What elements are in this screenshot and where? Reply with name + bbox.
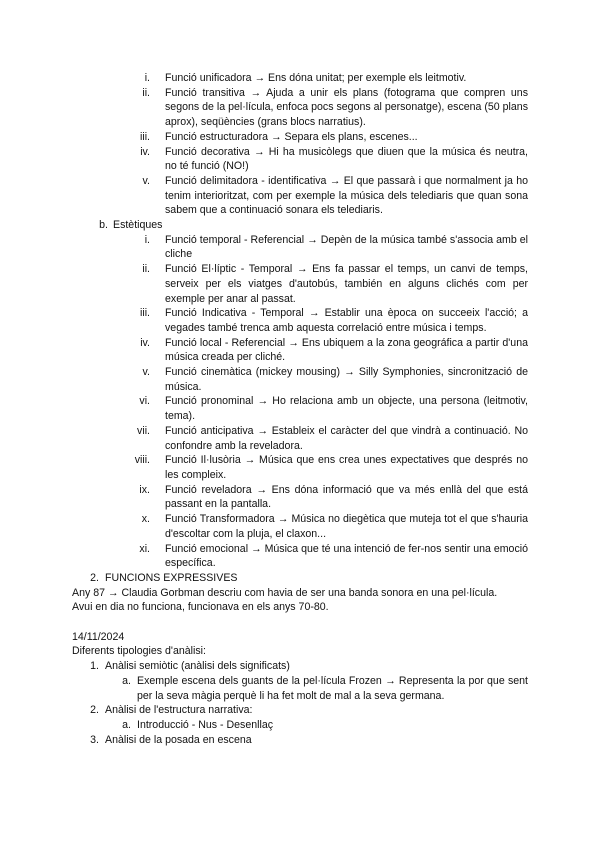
list-item <box>72 174 528 218</box>
list-item <box>72 233 528 262</box>
analysis-list <box>72 659 528 747</box>
section-b-list <box>72 233 528 571</box>
list-item-text: Funció Il·lusòria → Música que ens crea unes expectatives que després no les compleix. <box>165 454 528 481</box>
list-marker: ix. <box>139 483 150 496</box>
list-marker: iii. <box>139 307 150 320</box>
list-item <box>72 306 528 335</box>
list-item <box>72 542 528 571</box>
list-item <box>72 130 528 145</box>
list-marker: ii. <box>142 86 150 99</box>
section-2-label: FUNCIONS EXPRESSIVES <box>105 571 238 584</box>
list-marker: a. <box>122 718 131 731</box>
section-b-label: Estètiques <box>113 219 163 232</box>
list-item <box>72 86 528 130</box>
list-item <box>72 453 528 482</box>
analysis-subitem <box>72 718 528 733</box>
document-page <box>72 71 528 747</box>
list-item <box>72 512 528 541</box>
list-item-text: Funció Transformadora → Música no diegètica que muteja tot el que s'hauria d'escoltar com la pluja, el claxon... <box>165 513 528 540</box>
analysis-item <box>72 659 528 674</box>
list-item-text: Funció emocional → Música que té una intenció de fer-nos sentir una emoció específica. <box>165 542 528 570</box>
list-marker: 1. <box>90 660 99 673</box>
list-marker: ii. <box>142 263 150 276</box>
list-marker: iii. <box>139 130 150 143</box>
list-marker: vii. <box>137 424 150 437</box>
list-marker: vi. <box>139 395 150 408</box>
analysis-subitem <box>72 674 528 703</box>
list-item <box>72 394 528 423</box>
list-item-text: Funció decorativa → Hi ha musicòlegs que diuen que la música és neutra, no té funció (NO!) <box>165 145 528 173</box>
list-item-text: Funció transitiva → Ajuda a unir els plans (fotograma que compren uns segons de la pel·lícula, enfoca pocs segons al personatge), escena (50 plans aprox), seqüències (grans blocs narratius). <box>165 86 528 129</box>
list-item-text: Anàlisi de la posada en escena <box>105 733 252 746</box>
list-marker: 3. <box>90 733 99 746</box>
list-marker: v. <box>142 174 150 187</box>
paragraph-line: Any 87 → Claudia Gorbman descriu com havia de ser una banda sonora en una pel·lícula. <box>72 586 498 599</box>
list-marker: x. <box>141 513 150 526</box>
list-item-text: Funció delimitadora - identificativa → El que passarà i que normalment ja ho tenim interioritzat, com per exemple la música dels telediaris que quan sona sabem que a continuació sonara els telediaris. <box>165 174 528 217</box>
list-marker: 2. <box>90 704 99 717</box>
list-item-text: Funció cinemàtica (mickey mousing) → Silly Symphonies, sincronització de música. <box>165 366 528 393</box>
list-item <box>72 424 528 453</box>
list-item-text: Funció anticipativa → Estableix el caràcter del que vindrà a continuació. No confondre amb la reveladora. <box>165 424 528 452</box>
list-marker: 2. <box>90 571 99 584</box>
list-marker: v. <box>142 366 150 379</box>
list-item-text: Funció Indicativa - Temporal → Establir una època on succeeix l'acció; a vegades també trenca amb aquesta correlació entre música i temps. <box>165 307 528 334</box>
list-marker: xi. <box>139 542 150 555</box>
list-item <box>72 71 528 86</box>
analysis-item <box>72 703 528 718</box>
list-item-text: Funció estructuradora → Separa els plans, escenes... <box>165 130 418 143</box>
list-marker: b. <box>99 219 108 232</box>
list-item-text: Funció unificadora → Ens dóna unitat; per exemple els leitmotiv. <box>165 72 467 84</box>
list-marker: iv. <box>140 145 150 158</box>
list-marker: i. <box>144 233 150 246</box>
list-item-text: Anàlisi semiòtic (anàlisi dels significats) <box>105 660 290 673</box>
list-item-text: Funció reveladora → Ens dóna informació que va més enllà del que está passant en la pantalla. <box>165 483 528 511</box>
list-marker: a. <box>122 674 131 687</box>
list-item-text: Anàlisi de l'estructura narrativa: <box>105 704 253 717</box>
list-item <box>72 336 528 365</box>
list-item-text: Funció pronominal → Ho relaciona amb un objecte, una persona (leitmotiv, tema). <box>165 395 528 423</box>
section-a-list <box>72 71 528 218</box>
paragraph-line: Avui en dia no funciona, funcionava en els anys 70-80. <box>72 601 329 614</box>
analysis-item <box>72 733 528 748</box>
list-item <box>72 262 528 306</box>
list-item-text: Introducció - Nus - Desenllaç <box>137 718 274 731</box>
list-marker: iv. <box>140 336 150 349</box>
section-b-heading <box>72 218 528 233</box>
date: 14/11/2024 <box>72 630 125 643</box>
list-item-text: Funció temporal - Referencial → Depèn de la música també s'associa amb el cliche <box>165 233 528 261</box>
list-item-text: Funció local - Referencial → Ens ubiquem a la zona geográfica a partir d'una música creada per cliché. <box>165 336 528 364</box>
list-item <box>72 365 528 394</box>
list-marker: viii. <box>134 454 150 467</box>
list-item <box>72 483 528 512</box>
section-2-heading <box>72 571 528 586</box>
list-item <box>72 145 528 174</box>
intro-text: Diferents tipologies d'anàlisi: <box>72 645 206 658</box>
list-marker: i. <box>144 72 150 84</box>
list-item-text: Funció El·líptic - Temporal → Ens fa passar el temps, un canvi de temps, serveix per els viatges d'autobús, también en alguns clichés com per exemple per anar al passat. <box>165 263 528 305</box>
list-item-text: Exemple escena dels guants de la pel·lícula Frozen → Representa la por que sent per la seva màgia perquè li ha fet molt de mal a la seva germana. <box>137 674 528 702</box>
